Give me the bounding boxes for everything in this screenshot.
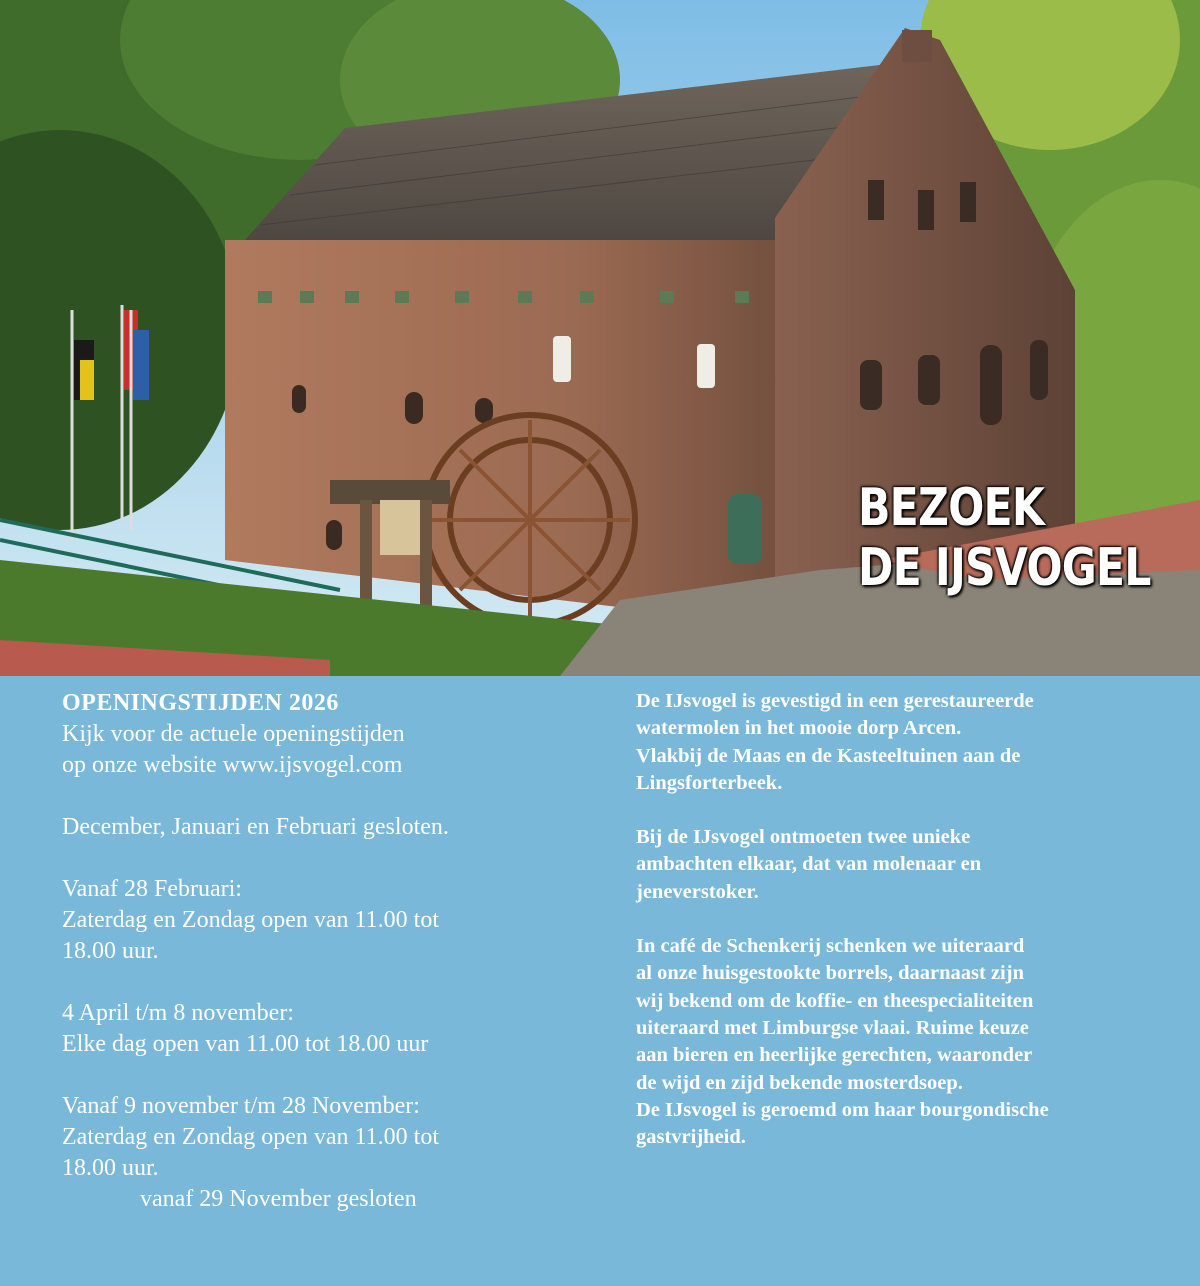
overlay-title	[858, 478, 1151, 598]
overlay-title-line1: BEZOEK	[858, 478, 1045, 538]
about-line: uiteraard met Limburgse vlaai. Ruime keuze	[636, 1016, 1029, 1039]
period1-title: Vanaf 28 Februari:	[62, 876, 242, 902]
opening-hours-heading: OPENINGSTIJDEN 2026	[62, 690, 339, 716]
about-line: gastvrijheid.	[636, 1126, 746, 1149]
period1-line-2: 18.00 uur.	[62, 938, 159, 964]
about-line: jeneverstoker.	[636, 880, 759, 903]
period2-title: 4 April t/m 8 november:	[62, 1000, 294, 1026]
intro-line-2: op onze website www.ijsvogel.com	[62, 752, 403, 778]
overlay-title-line2: DE IJSVOGEL	[858, 538, 1151, 598]
about-column	[636, 688, 1191, 1151]
period2-line-1: Elke dag open van 11.00 tot 18.00 uur	[62, 1031, 429, 1057]
about-line: Vlakbij de Maas en de Kasteeltuinen aan de	[636, 744, 1021, 767]
about-line: In café de Schenkerij schenken we uiteraard	[636, 935, 1025, 958]
closing-note: vanaf 29 November gesloten	[140, 1186, 417, 1212]
intro-line-1: Kijk voor de actuele openingstijden	[62, 721, 405, 747]
about-line: De IJsvogel is gevestigd in een gerestaureerde	[636, 690, 1034, 712]
about-line: aan bieren en heerlijke gerechten, waaronder	[636, 1044, 1033, 1067]
about-line: de wijd en zijd bekende mosterdsoep.	[636, 1071, 963, 1094]
about-line: wij bekend om de koffie- en theespecialiteiten	[636, 989, 1034, 1012]
period1-line-1: Zaterdag en Zondag open van 11.00 tot	[62, 907, 439, 933]
opening-hours-column	[62, 688, 602, 1215]
closed-winter: December, Januari en Februari gesloten.	[62, 814, 449, 840]
period3-line-2: 18.00 uur.	[62, 1155, 159, 1181]
period3-line-1: Zaterdag en Zondag open van 11.00 tot	[62, 1124, 439, 1150]
about-line: De IJsvogel is geroemd om haar bourgondische	[636, 1098, 1049, 1121]
about-line: watermolen in het mooie dorp Arcen.	[636, 717, 962, 740]
about-line: ambachten elkaar, dat van molenaar en	[636, 853, 982, 876]
period3-title: Vanaf 9 november t/m 28 November:	[62, 1093, 420, 1119]
about-line: Lingsforterbeek.	[636, 771, 783, 794]
about-line: Bij de IJsvogel ontmoeten twee unieke	[636, 826, 971, 849]
about-line: al onze huisgestookte borrels, daarnaast zijn	[636, 962, 1024, 985]
